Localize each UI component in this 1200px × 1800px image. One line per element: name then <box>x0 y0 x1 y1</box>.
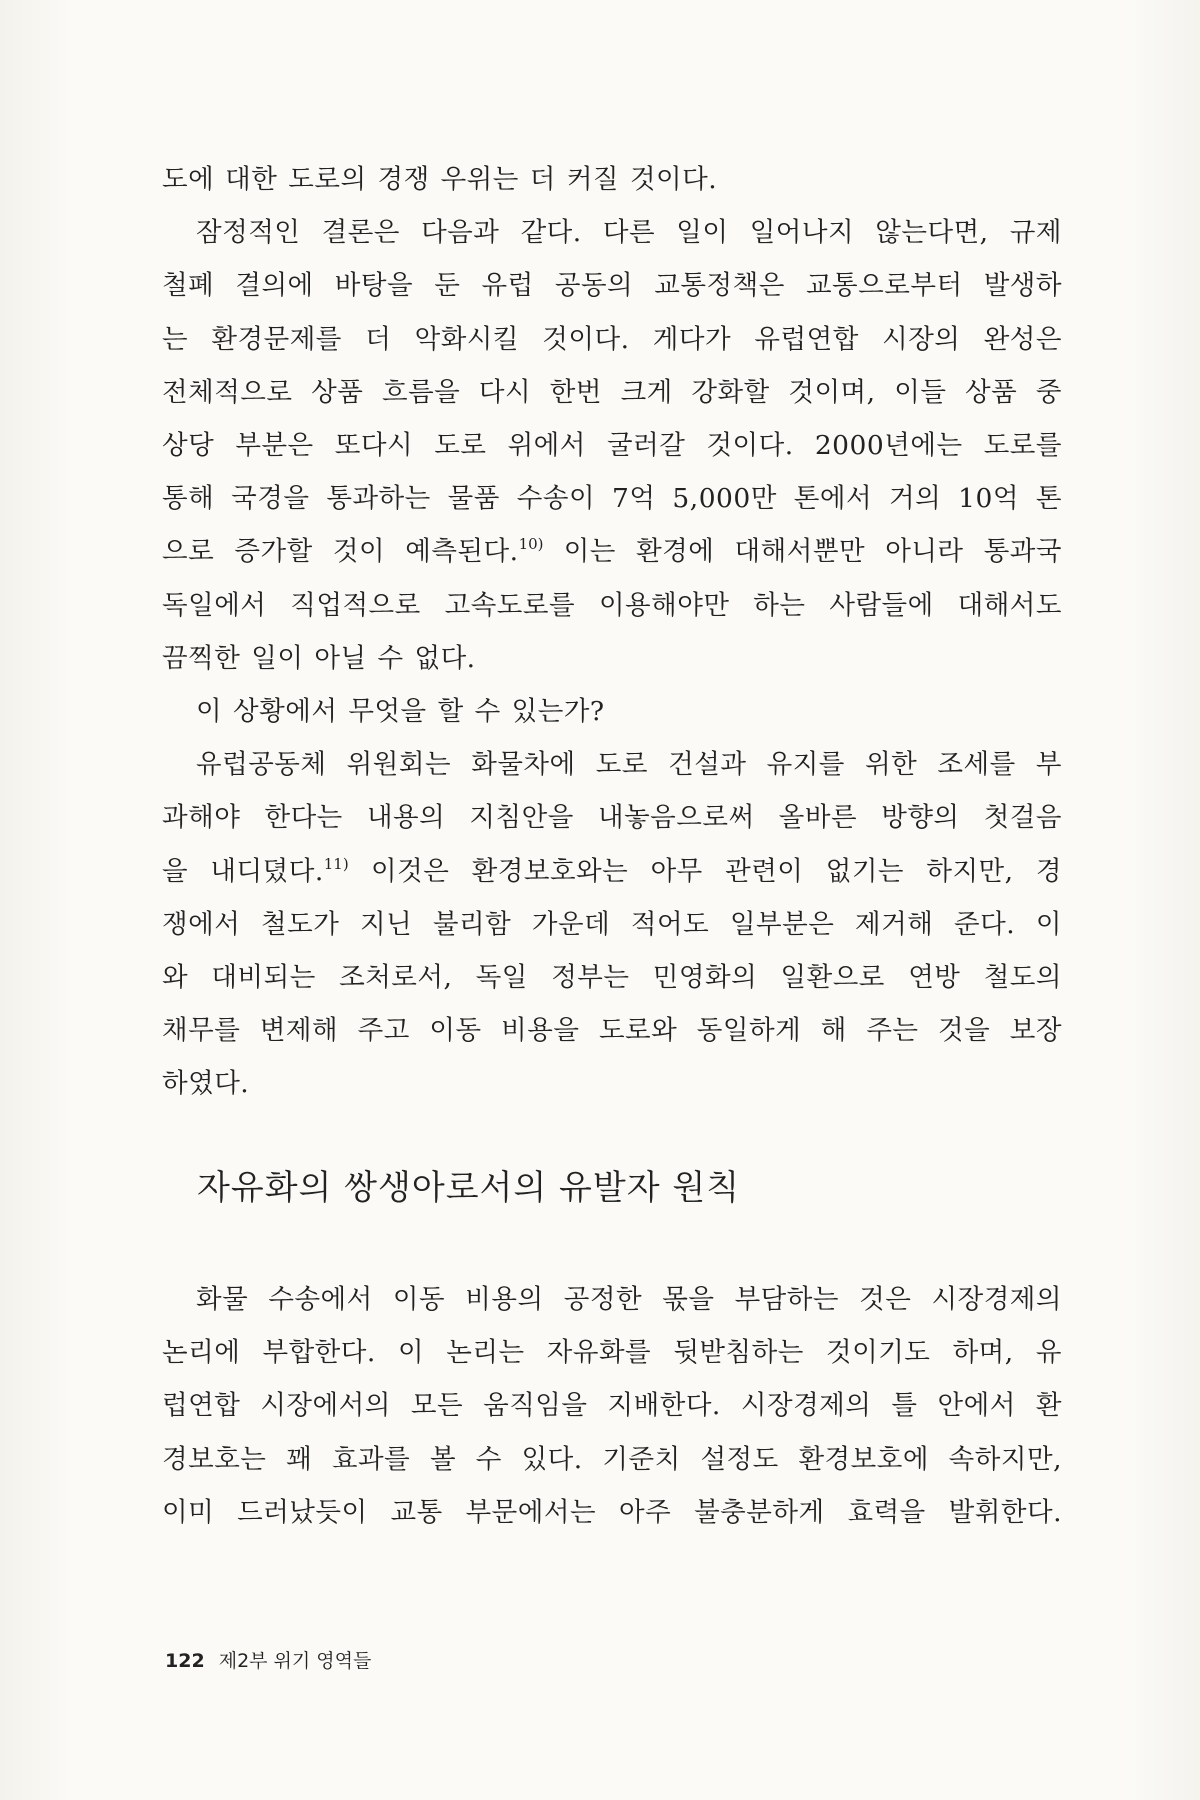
text-line-content: 상당 부분은 또다시 도로 위에서 굴러갈 것이다. 2000년에는 도로를 <box>162 430 1062 462</box>
text-line <box>162 845 1062 898</box>
text-line <box>162 1486 1062 1539</box>
text-line-content: 도에 대한 도로의 경쟁 우위는 더 커질 것이다. <box>162 164 718 195</box>
text-line-continuation: 이는 환경에 대해서뿐만 아니라 통과국 <box>543 536 1062 568</box>
text-line-continuation: 이것은 환경보호와는 아무 관련이 없기는 하지만, 경 <box>348 855 1063 887</box>
body-text-block-1 <box>162 153 1062 1111</box>
text-line-content: 화물 수송에서 이동 비용의 공정한 몫을 부담하는 것은 시장경제의 <box>196 1284 1062 1315</box>
text-line-content: 통해 국경을 통과하는 물품 수송이 7억 5,000만 톤에서 거의 10억 톤 <box>162 483 1062 515</box>
text-line <box>162 1004 1062 1057</box>
text-line <box>162 1057 1062 1110</box>
text-line <box>162 898 1062 951</box>
text-line-content: 이 상황에서 무엇을 할 수 있는가? <box>196 696 605 728</box>
section-heading: 자유화의 쌍생아로서의 유발자 원칙 <box>197 1168 741 1208</box>
text-line-content: 는 환경문제를 더 악화시킬 것이다. 게다가 유럽연합 시장의 완성은 <box>162 323 1062 355</box>
text-line-content: 과해야 한다는 내용의 지침안을 내놓음으로써 올바른 방향의 첫걸음 <box>162 802 1062 834</box>
text-line <box>162 366 1062 419</box>
text-line-content: 끔찍한 일이 아닐 수 없다. <box>162 642 476 674</box>
text-line-content: 을 내디뎠다. <box>162 855 324 887</box>
text-line-content: 하였다. <box>162 1068 250 1100</box>
text-line <box>162 525 1062 578</box>
running-title: 제2부 위기 영역들 <box>218 1650 372 1672</box>
text-line <box>162 632 1062 685</box>
text-line-content: 쟁에서 철도가 지닌 불리함 가운데 적어도 일부분은 제거해 준다. 이 <box>162 908 1062 940</box>
text-line <box>162 1433 1062 1486</box>
body-text-block-2 <box>162 1273 1062 1539</box>
text-line <box>162 685 1062 738</box>
text-line <box>162 791 1062 844</box>
text-line-content: 철폐 결의에 바탕을 둔 유럽 공동의 교통정책은 교통으로부터 발생하 <box>162 270 1062 302</box>
text-line-content: 유럽공동체 위원회는 화물차에 도로 건설과 유지를 위한 조세를 부 <box>196 749 1062 781</box>
text-line <box>162 1273 1062 1326</box>
text-line <box>162 738 1062 791</box>
text-line <box>162 259 1062 312</box>
body-paragraph <box>162 1273 1062 1539</box>
text-line-content: 와 대비되는 조처로서, 독일 정부는 민영화의 일환으로 연방 철도의 <box>162 962 1062 994</box>
text-line <box>162 1326 1062 1379</box>
body-paragraph <box>162 153 1062 1111</box>
text-line <box>162 206 1062 259</box>
text-line-content: 논리에 부합한다. 이 논리는 자유화를 뒷받침하는 것이기도 하며, 유 <box>162 1337 1062 1369</box>
text-line-content: 이미 드러났듯이 교통 부문에서는 아주 불충분하게 효력을 발휘한다. <box>162 1496 1062 1528</box>
text-line-content: 잠정적인 결론은 다음과 같다. 다른 일이 일어나지 않는다면, 규제 <box>196 217 1062 249</box>
footnote-marker: 10) <box>518 535 544 554</box>
text-line-content: 럽연합 시장에서의 모든 움직임을 지배한다. 시장경제의 틀 안에서 환 <box>162 1390 1062 1422</box>
text-line <box>162 1379 1062 1432</box>
text-line-content: 으로 증가할 것이 예측된다. <box>162 536 519 568</box>
page-number: 122 <box>165 1650 205 1672</box>
page-footer <box>165 1646 371 1673</box>
text-line <box>162 153 1062 206</box>
text-line <box>162 472 1062 525</box>
footnote-marker: 11) <box>323 854 349 873</box>
text-line-content: 채무를 변제해 주고 이동 비용을 도로와 동일하게 해 주는 것을 보장 <box>162 1015 1062 1047</box>
text-line-content: 전체적으로 상품 흐름을 다시 한번 크게 강화할 것이며, 이들 상품 중 <box>162 376 1062 408</box>
text-line <box>162 951 1062 1004</box>
text-line <box>162 313 1062 366</box>
text-line-content: 경보호는 꽤 효과를 볼 수 있다. 기준치 설정도 환경보호에 속하지만, <box>162 1443 1062 1475</box>
text-line-content: 독일에서 직업적으로 고속도로를 이용해야만 하는 사람들에 대해서도 <box>162 589 1062 621</box>
text-line <box>162 419 1062 472</box>
text-line <box>162 579 1062 632</box>
